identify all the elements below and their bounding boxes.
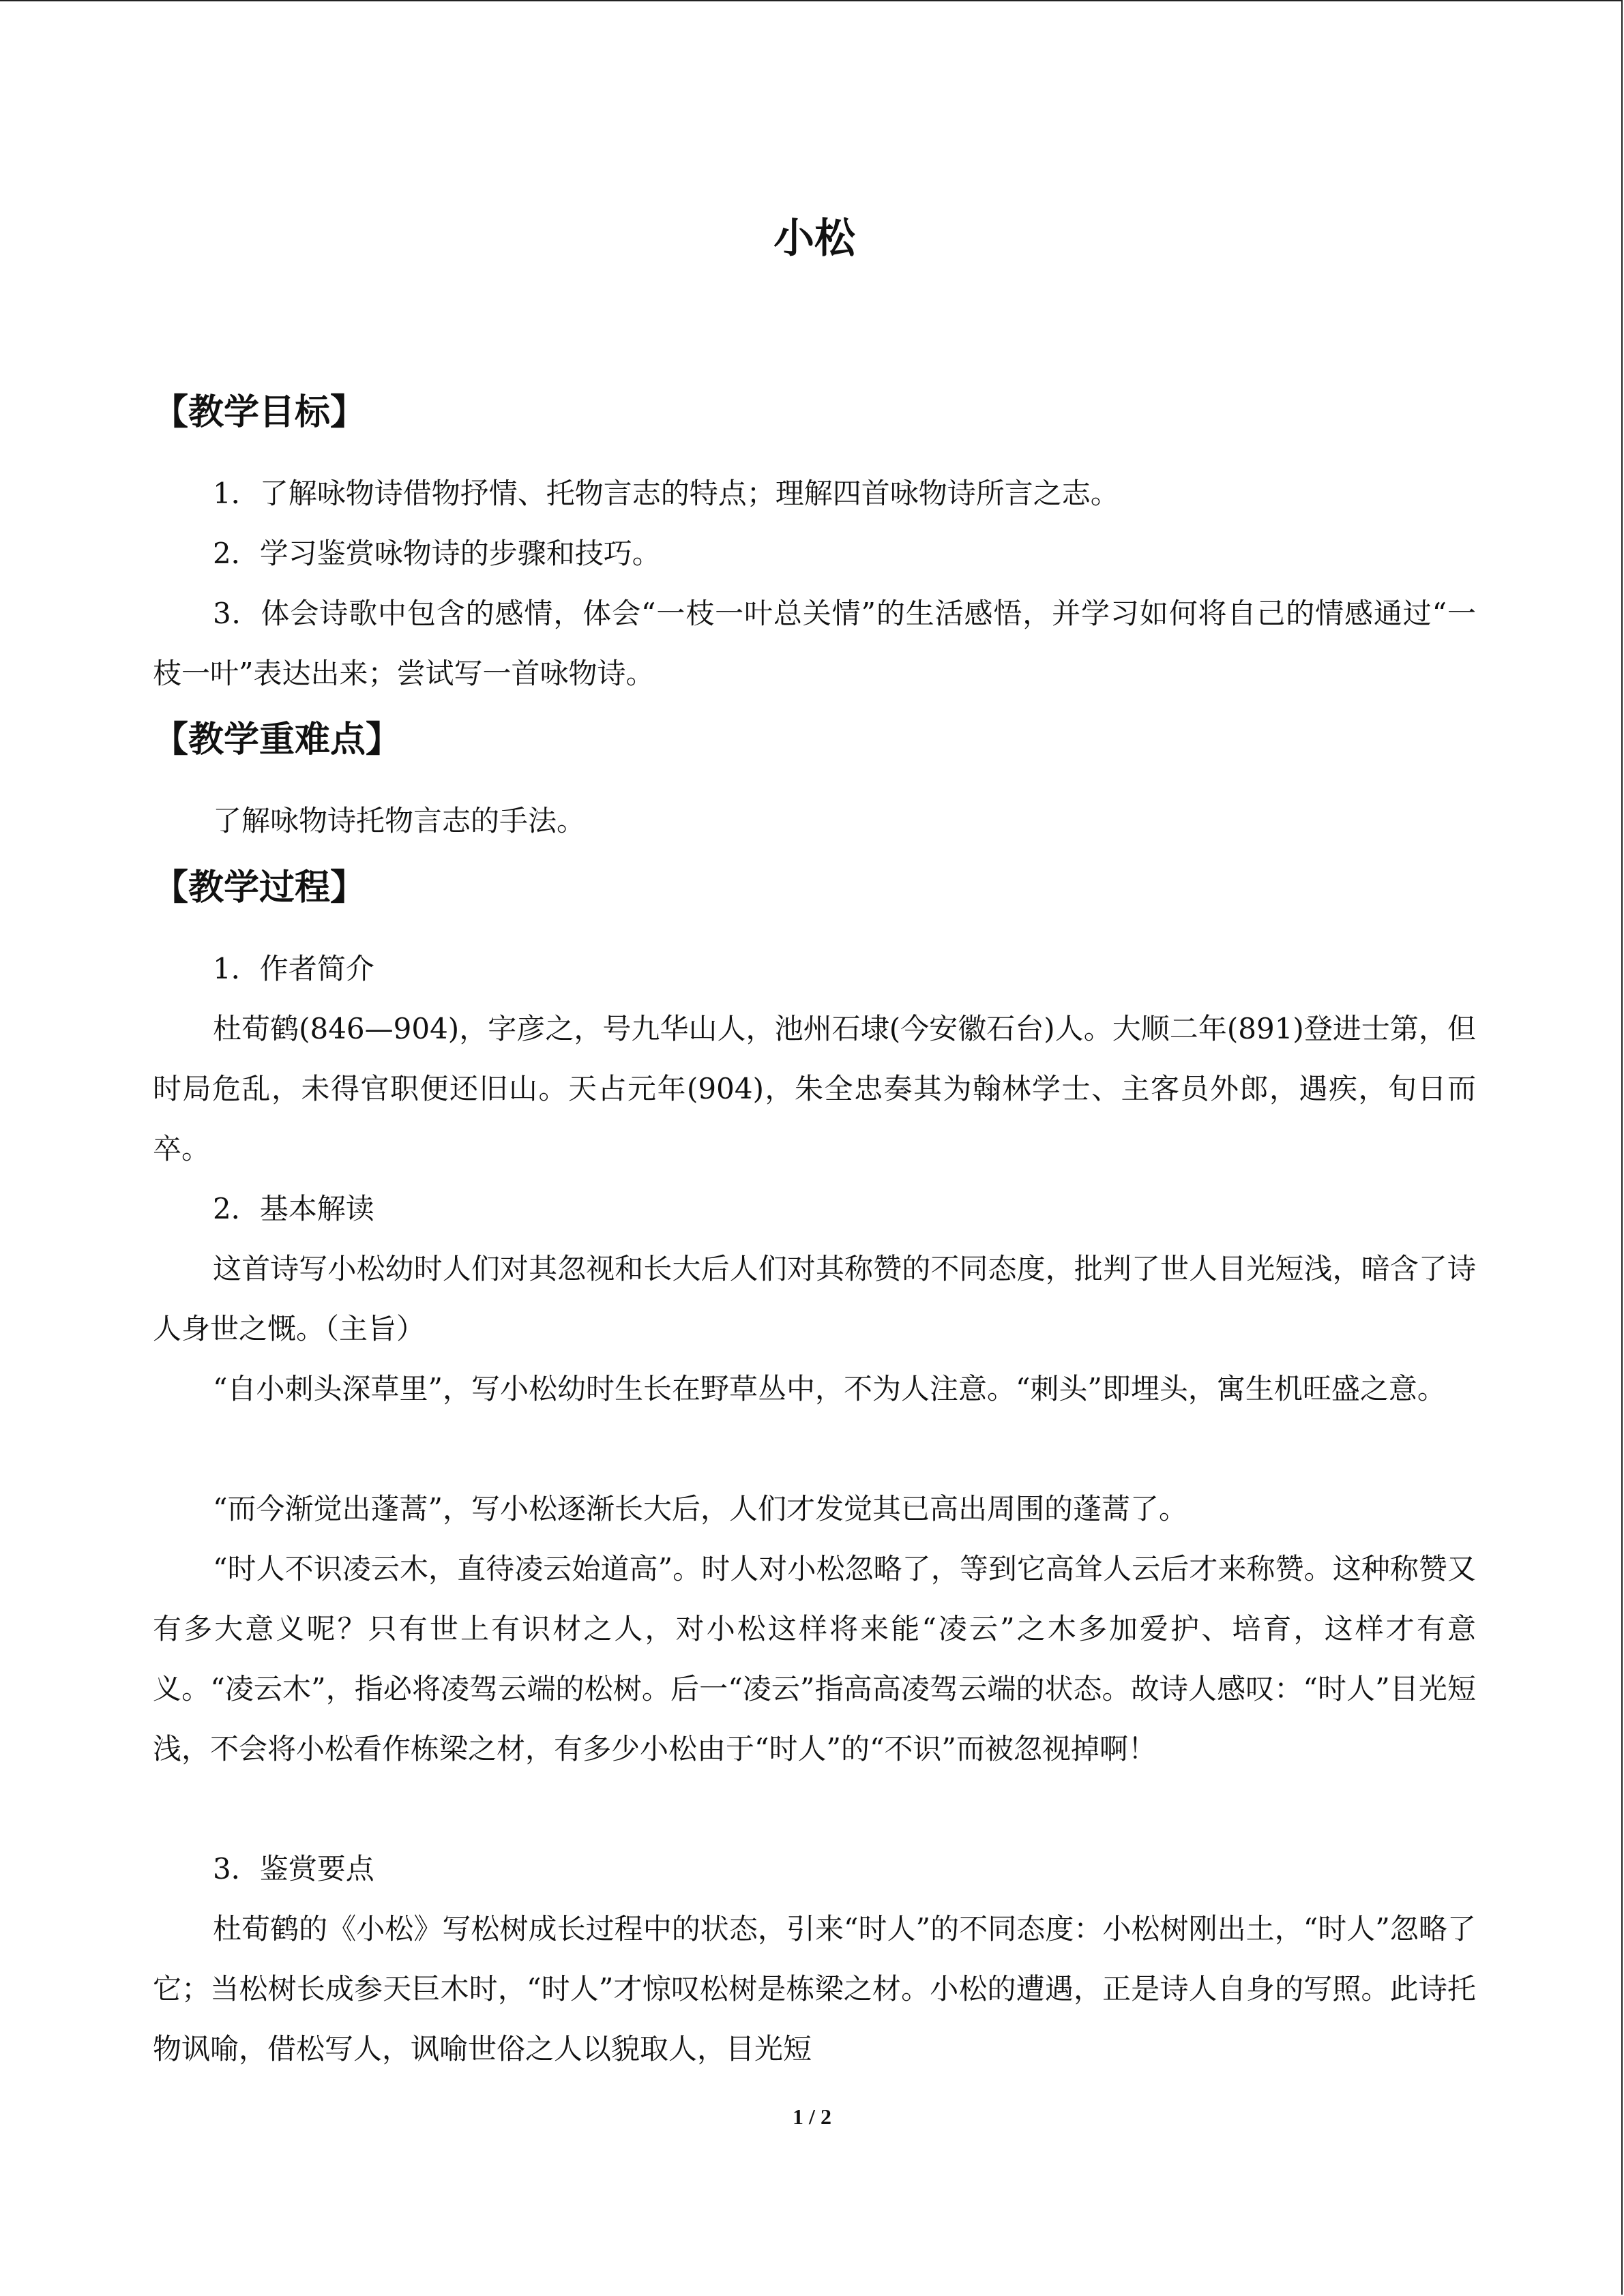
appreciation-title: 3．鉴赏要点 [213, 1852, 374, 1885]
document-title: 小松 [773, 215, 855, 263]
basic-reading-para-3: “而今渐觉出蓬蒿”，写小松逐渐长大后，人们才发觉其已高出周围的蓬蒿了。 [213, 1492, 1187, 1525]
heading-key-points: 【教学重难点】 [153, 719, 402, 760]
goal-item-3: 3．体会诗歌中包含的感情，体会“一枝一叶总关情”的生活感悟，并学习如何将自己的情感通过“一枝一叶”表达出来；尝试写一首咏物诗。 [153, 597, 1476, 690]
heading-teaching-goals: 【教学目标】 [153, 392, 366, 433]
goal-item-1: 1．了解咏物诗借物抒情、托物言志的特点；理解四首咏物诗所言之志。 [213, 477, 1119, 510]
basic-reading-para-2: “自小刺头深草里”，写小松幼时生长在野草丛中，不为人注意。“刺头”即埋头，寓生机旺盛之意。 [213, 1372, 1446, 1405]
page-number: 1 / 2 [793, 2104, 831, 2129]
heading-teaching-process: 【教学过程】 [153, 867, 366, 908]
author-intro-title: 1．作者简介 [213, 952, 374, 985]
basic-reading-title: 2．基本解读 [213, 1192, 374, 1225]
author-intro-text: 杜荀鹤(846—904)，字彦之，号九华山人，池州石埭(今安徽石台)人。大顺二年(891)登进士第，但时局危乱，未得官职便还旧山。天占元年(904)，朱全忠奏其为翰林学士、主客员外郎，遇疾，旬日而卒。 [153, 1012, 1476, 1165]
basic-reading-para-1: 这首诗写小松幼时人们对其忽视和长大后人们对其称赞的不同态度，批判了世人目光短浅，暗含了诗人身世之慨。（主旨） [153, 1252, 1476, 1345]
key-points-text: 了解咏物诗托物言志的手法。 [213, 804, 586, 837]
appreciation-text: 杜荀鹤的《小松》写松树成长过程中的状态，引来“时人”的不同态度：小松树刚出土，“时人”忽略了它；当松树长成参天巨木时，“时人”才惊叹松树是栋梁之材。小松的遭遇，正是诗人自身的写照。此诗托物讽喻，借松写人，讽喻世俗之人以貌取人，目光短 [153, 1912, 1476, 2066]
goal-item-2: 2．学习鉴赏咏物诗的步骤和技巧。 [213, 537, 661, 570]
basic-reading-para-4: “时人不识凌云木，直待凌云始道高”。时人对小松忽略了，等到它高耸人云后才来称赞。这种称赞又有多大意义呢？只有世上有识材之人，对小松这样将来能“凌云”之木多加爱护、培育，这样才有意义。“凌云木”，指必将凌驾云端的松树。后一“凌云”指高高凌驾云端的状态。故诗人感叹：“时人”目光短浅，不会将小松看作栋梁之材，有多少小松由于“时人”的“不识”而被忽视掉啊！ [153, 1552, 1476, 1765]
